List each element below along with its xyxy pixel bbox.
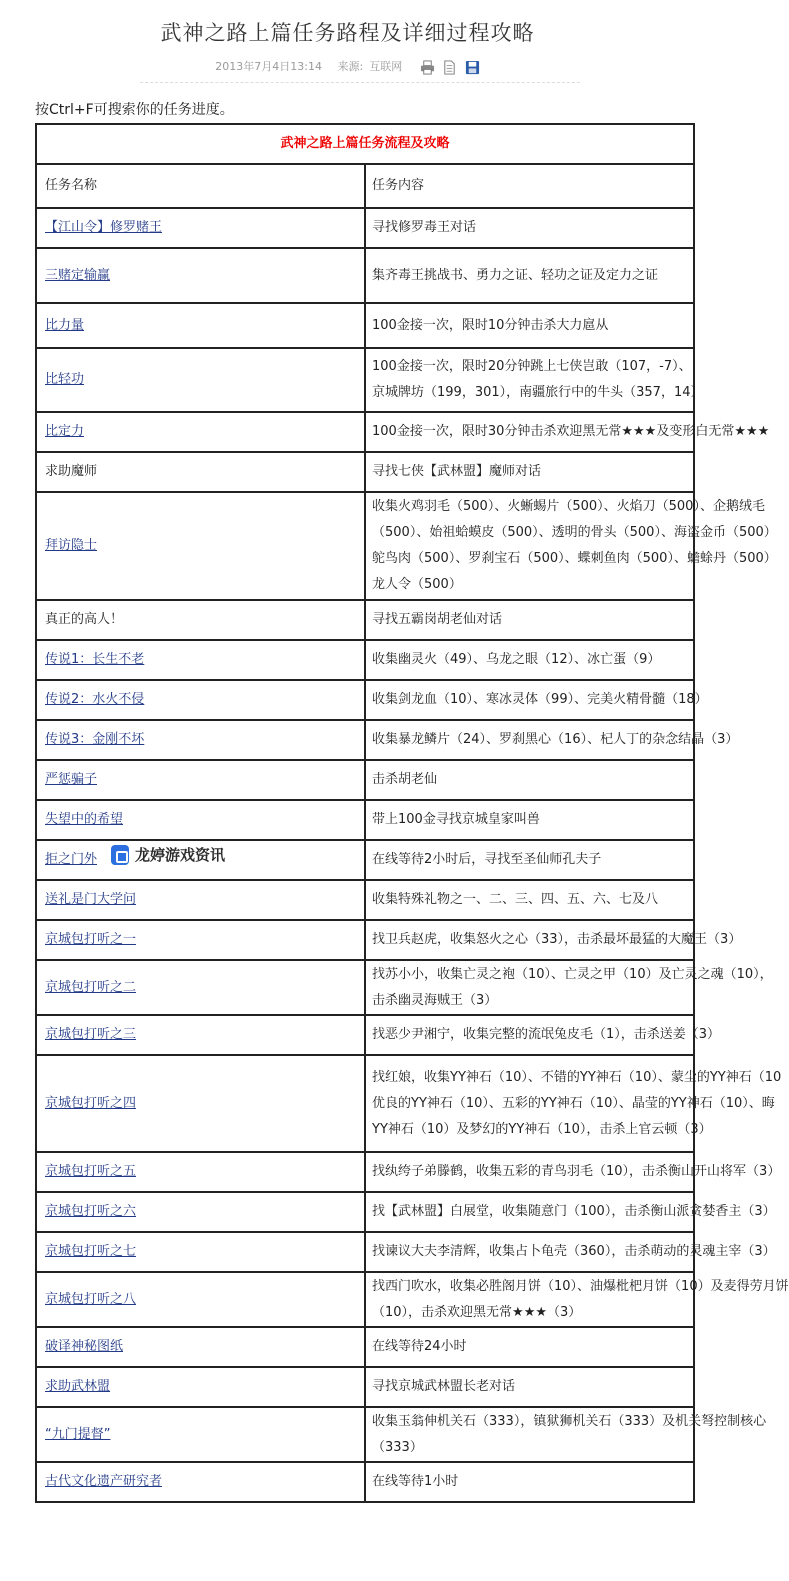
quest-link[interactable]: 传说3：金刚不坏 <box>45 732 145 747</box>
quest-content-line: 100金接一次，限时10分钟击杀大力扈从 <box>372 317 609 333</box>
quest-content-cell <box>365 1327 694 1367</box>
quest-content-line: 在线等待24小时 <box>372 1339 467 1354</box>
quest-content-line: 鸵鸟肉（500）、罗刹宝石（500）、蝶刺鱼肉（500）、蟾蜍丹（500） <box>372 551 777 566</box>
quest-content-cell <box>365 600 694 640</box>
table-row <box>36 600 694 640</box>
quest-content-line: 寻找七侠【武林盟】魔师对话 <box>372 464 542 479</box>
quest-content-cell <box>365 1232 776 1272</box>
quest-name: 求助魔师 <box>45 464 98 479</box>
quest-content-cell <box>365 800 694 840</box>
quest-name-cell[interactable] <box>36 640 365 680</box>
quest-content-cell <box>365 960 773 1015</box>
table-row <box>36 1462 694 1502</box>
quest-name-cell[interactable] <box>36 492 365 600</box>
quest-name-cell[interactable] <box>36 1015 365 1055</box>
quest-content-line: 找纨绔子弟滕鹤，收集五彩的青鸟羽毛（10），击杀衡山开山将军（3） <box>372 1164 781 1179</box>
article-date: 2013年7月4日13:14 <box>215 60 322 73</box>
table-row <box>36 1232 694 1272</box>
quest-content-cell <box>365 1055 782 1152</box>
quest-content-line: 寻找京城武林盟长老对话 <box>372 1379 516 1394</box>
print-icon[interactable] <box>420 60 435 75</box>
quest-content-line: 集齐毒王挑战书、勇力之证、轻功之证及定力之证 <box>372 267 659 283</box>
quest-link[interactable]: 京城包打听之七 <box>45 1244 137 1259</box>
table-caption: 武神之路上篇任务流程及攻略 <box>36 124 694 164</box>
quest-content-line: 找西门吹水，收集必胜阁月饼（10）、油爆枇杷月饼（10）及麦得劳月饼 <box>372 1278 789 1294</box>
quest-link[interactable]: 比力量 <box>45 317 85 333</box>
article-title: 武神之路上篇任务路程及详细过程攻略 <box>160 21 535 45</box>
search-hint: 按Ctrl+F可搜索你的任务进度。 <box>35 102 234 118</box>
table-row <box>36 640 694 680</box>
quest-name-cell[interactable] <box>36 1232 365 1272</box>
source-name: 互联网 <box>369 60 403 73</box>
quest-content-line: 找苏小小，收集亡灵之袍（10）、亡灵之甲（10）及亡灵之魂（10）， <box>372 966 773 982</box>
quest-content-cell <box>365 760 694 800</box>
table-row <box>36 1055 694 1152</box>
quest-link[interactable]: 严惩骗子 <box>45 772 98 787</box>
quest-content-cell <box>365 1272 789 1327</box>
quest-content-cell <box>365 1192 776 1232</box>
quest-content-cell <box>365 1367 694 1407</box>
table-row <box>36 760 694 800</box>
quest-link[interactable]: 【江山令】修罗赌王 <box>45 220 163 235</box>
quest-content-line: 优良的YY神石（10）、五彩的YY神石（10）、晶莹的YY神石（10）、晦 <box>372 1095 775 1111</box>
watermark-text: 龙婷游戏资讯 <box>135 846 226 864</box>
quest-name-cell[interactable] <box>36 208 365 248</box>
document-icon[interactable] <box>442 60 457 75</box>
table-row <box>36 492 694 600</box>
quest-content-line: 带上100金寻找京城皇家叫兽 <box>372 812 540 827</box>
quest-content-cell <box>365 1407 767 1462</box>
quest-content-line: 收集幽灵火（49）、乌龙之眼（12）、冰亡蛋（9） <box>372 652 661 667</box>
quest-name-cell[interactable] <box>36 1367 365 1407</box>
table-caption-row <box>36 124 694 164</box>
quest-content-line: YY神石（10）及梦幻的YY神石（10），击杀上官云顿（3） <box>372 1121 712 1137</box>
table-row <box>36 412 694 452</box>
watermark <box>105 842 231 867</box>
table-row <box>36 1192 694 1232</box>
quest-name-cell[interactable] <box>36 760 365 800</box>
quest-name-cell[interactable] <box>36 680 365 720</box>
watermark-logo-icon <box>111 845 129 865</box>
quest-content-line: （500）、始祖蛤蟆皮（500）、透明的骨头（500）、海盗金币（500） <box>372 525 777 540</box>
quest-link[interactable]: 古代文化遗产研究者 <box>45 1474 163 1489</box>
table-row <box>36 208 694 248</box>
quest-content-line: 找【武林盟】白展堂，收集随意门（100），击杀衡山派贪婪香主（3） <box>372 1204 776 1219</box>
quest-content-line: 100金接一次，限时20分钟跳上七侠岂敢（107，-7）、 <box>372 359 692 374</box>
article-meta <box>0 58 695 75</box>
source-label: 来源: <box>337 60 364 73</box>
quest-content-line: 在线等待2小时后，寻找至圣仙师孔夫子 <box>372 852 602 867</box>
quest-content-cell <box>365 1462 694 1502</box>
quest-content-line: 击杀幽灵海贼王（3） <box>372 992 498 1008</box>
quest-name-cell[interactable] <box>36 1192 365 1232</box>
quest-name-cell[interactable] <box>36 1272 365 1327</box>
table-row <box>36 800 694 840</box>
table-row <box>36 1272 694 1327</box>
quest-content-line: （10），击杀欢迎黑无常★★★（3） <box>372 1304 582 1320</box>
quest-content-line: 100金接一次，限时30分钟击杀欢迎黑无常★★★及变形白无常★★★ <box>372 424 770 439</box>
quest-content-line: 找红娘，收集YY神石（10）、不错的YY神石（10）、蒙尘的YY神石（10 <box>372 1069 782 1085</box>
quest-link[interactable]: 拒之门外 <box>45 852 98 867</box>
quest-link[interactable]: 传说2：水火不侵 <box>45 692 145 707</box>
quest-content-line: 京城牌坊（199，301），南疆旅行中的牛头（357，14） <box>372 385 704 400</box>
quest-name-cell <box>36 600 365 640</box>
table-row <box>36 680 694 720</box>
table-row <box>36 1367 694 1407</box>
table-row <box>36 303 694 348</box>
quest-name-cell[interactable] <box>36 248 365 303</box>
table-row <box>36 348 694 412</box>
quest-name-cell[interactable] <box>36 412 365 452</box>
quest-content-line: 收集玉翁伸机关石（333），镇狱狮机关石（333）及机关弩控制核心 <box>372 1413 767 1429</box>
quest-content-cell <box>365 880 694 920</box>
quest-link[interactable]: 求助武林盟 <box>45 1379 111 1394</box>
quest-content-cell <box>365 412 770 452</box>
quest-name-cell[interactable] <box>36 960 365 1015</box>
quest-link[interactable]: 京城包打听之八 <box>45 1291 137 1307</box>
quest-link[interactable]: 送礼是门大学问 <box>45 892 137 907</box>
quest-link[interactable]: 京城包打听之二 <box>45 979 137 995</box>
table-row <box>36 880 694 920</box>
quest-name: 真正的高人！ <box>45 612 124 627</box>
quest-name-cell[interactable] <box>36 348 365 412</box>
quest-content-cell <box>365 680 708 720</box>
quest-content-line: 找卫兵赵虎，收集怒火之心（33），击杀最坏最猛的大魔王（3） <box>372 932 742 947</box>
quest-name-cell[interactable] <box>36 720 365 760</box>
quest-content-cell <box>365 452 694 492</box>
quest-link[interactable]: 比轻功 <box>45 372 85 387</box>
quest-link[interactable]: 破译神秘图纸 <box>45 1339 124 1354</box>
quest-name-cell[interactable] <box>36 303 365 348</box>
divider <box>140 82 580 83</box>
quest-name-cell[interactable] <box>36 920 365 960</box>
table-row <box>36 1152 694 1192</box>
quest-content-line: 收集暴龙鳞片（24）、罗刹黑心（16）、杞人丁的杂念结晶（3） <box>372 732 739 747</box>
table-row <box>36 248 694 303</box>
quest-content-line: 击杀胡老仙 <box>372 772 438 787</box>
table-header-row <box>36 164 694 208</box>
quest-content-cell <box>365 248 694 303</box>
quest-link[interactable]: 三赌定输赢 <box>45 267 111 283</box>
quest-content-cell <box>365 303 694 348</box>
quest-content-cell <box>365 920 742 960</box>
quest-content-line: 收集特殊礼物之一、二、三、四、五、六、七及八 <box>372 892 659 907</box>
quest-content-line: 寻找五霸岗胡老仙对话 <box>372 612 503 627</box>
quest-name-cell <box>36 452 365 492</box>
table-row <box>36 1327 694 1367</box>
table-row <box>36 452 694 492</box>
quest-name-cell[interactable] <box>36 1055 365 1152</box>
quest-content-cell <box>365 208 694 248</box>
quest-table <box>35 123 789 1503</box>
quest-content-line: 找恶少尹湘宁，收集完整的流氓兔皮毛（1），击杀送姜（3） <box>372 1027 721 1042</box>
quest-name-cell[interactable] <box>36 1462 365 1502</box>
quest-name-cell[interactable] <box>36 800 365 840</box>
quest-link[interactable]: “九门提督” <box>45 1426 111 1442</box>
quest-content-line: 寻找修罗毒王对话 <box>372 220 477 235</box>
quest-content-cell <box>365 492 777 600</box>
table-row <box>36 960 694 1015</box>
quest-content-cell <box>365 348 704 412</box>
quest-content-cell <box>365 1015 721 1055</box>
header-content: 任务内容 <box>365 164 694 208</box>
table-row <box>36 920 694 960</box>
quest-link[interactable]: 比定力 <box>45 424 85 439</box>
quest-content-cell <box>365 640 694 680</box>
quest-link[interactable]: 京城包打听之六 <box>45 1204 137 1219</box>
quest-content-line: 找谏议大夫李清辉，收集占卜龟壳（360），击杀萌动的灵魂主宰（3） <box>372 1244 776 1259</box>
quest-content-line: 龙人令（500） <box>372 577 462 592</box>
quest-link[interactable]: 京城包打听之一 <box>45 932 137 947</box>
quest-link[interactable]: 京城包打听之三 <box>45 1027 137 1042</box>
quest-link[interactable]: 失望中的希望 <box>45 812 124 827</box>
quest-name-cell[interactable] <box>36 1327 365 1367</box>
quest-content-cell <box>365 720 739 760</box>
quest-name-cell[interactable] <box>36 1152 365 1192</box>
quest-link[interactable]: 京城包打听之四 <box>45 1095 137 1111</box>
quest-content-line: 在线等待1小时 <box>372 1474 459 1489</box>
table-row <box>36 1015 694 1055</box>
save-icon[interactable] <box>465 60 480 75</box>
table-row <box>36 1407 694 1462</box>
quest-name-cell[interactable] <box>36 880 365 920</box>
quest-content-line: 收集火鸡羽毛（500）、火蜥蜴片（500）、火焰刀（500）、企鹅绒毛 <box>372 499 765 514</box>
quest-content-cell <box>365 1152 781 1192</box>
table-row <box>36 720 694 760</box>
quest-content-line: （333） <box>372 1439 423 1455</box>
quest-link[interactable]: 拜访隐士 <box>45 538 98 553</box>
quest-content-cell <box>365 840 694 880</box>
quest-link[interactable]: 传说1：长生不老 <box>45 652 145 667</box>
header-name: 任务名称 <box>36 164 365 208</box>
quest-content-line: 收集剑龙血（10）、寒冰灵体（99）、完美火精骨髓（18） <box>372 692 708 707</box>
quest-link[interactable]: 京城包打听之五 <box>45 1164 137 1179</box>
quest-name-cell[interactable] <box>36 1407 365 1462</box>
